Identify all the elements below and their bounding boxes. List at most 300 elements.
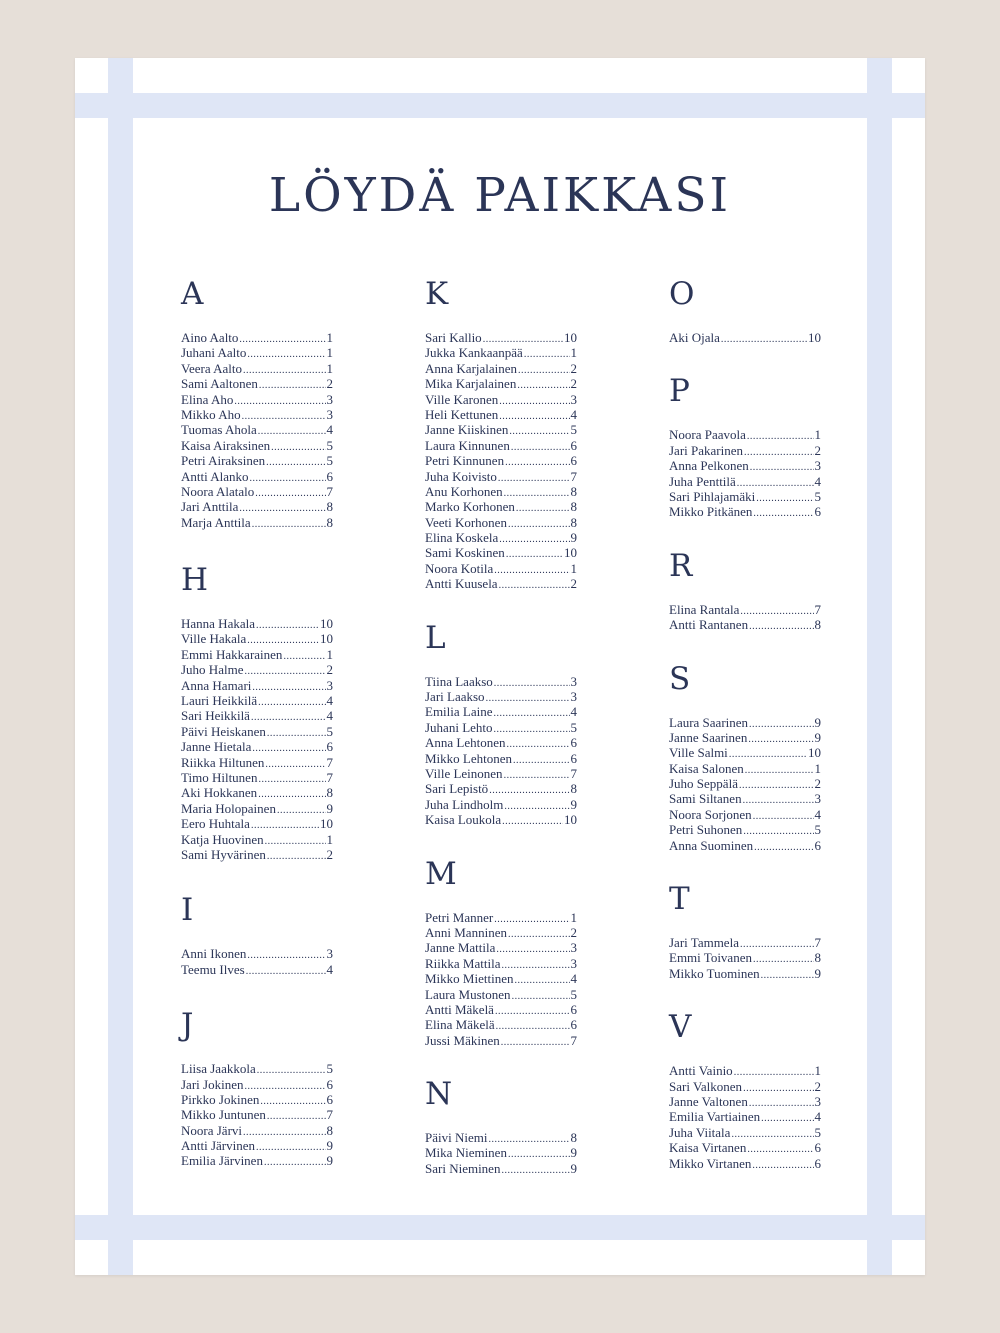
guest-row: [425, 361, 577, 376]
dot-leader: [494, 706, 570, 721]
guest-name: Petri Kinnunen: [425, 453, 505, 469]
table-number: 7: [326, 483, 333, 499]
guest-row: [669, 602, 821, 617]
dot-leader: [260, 1094, 325, 1109]
guest-row: [181, 962, 333, 977]
dot-leader: [524, 347, 570, 362]
letter-heading: L: [425, 619, 446, 656]
guest-list: [181, 946, 333, 977]
guest-row: [181, 946, 333, 961]
guest-row: [425, 674, 577, 689]
guest-name: Sami Hyvärinen: [181, 846, 266, 862]
guest-row: [425, 330, 577, 345]
dot-leader: [252, 517, 326, 532]
guest-name: Veeti Korhonen: [425, 514, 507, 530]
table-number: 5: [814, 488, 821, 504]
table-number: 3: [570, 940, 577, 956]
guest-name: Sami Aaltonen: [181, 376, 258, 392]
table-number: 7: [570, 468, 577, 484]
table-number: 9: [570, 796, 577, 812]
table-number: 7: [570, 1032, 577, 1048]
dot-leader: [499, 578, 570, 593]
table-number: 7: [570, 765, 577, 781]
table-number: 2: [326, 846, 333, 862]
letter-group-i: [181, 892, 333, 977]
guest-name: Sari Nieminen: [425, 1160, 501, 1176]
letter-group-h: [181, 562, 333, 862]
dot-leader: [512, 989, 570, 1004]
dot-leader: [744, 445, 813, 460]
table-number: 7: [814, 935, 821, 951]
guest-row: [425, 1002, 577, 1017]
guest-name: Mikko Miettinen: [425, 971, 514, 987]
table-number: 8: [570, 1130, 577, 1146]
table-number: 5: [814, 822, 821, 838]
table-number: 8: [814, 950, 821, 966]
guest-row: [425, 956, 577, 971]
dot-leader: [234, 394, 325, 409]
guest-row: [425, 812, 577, 827]
guest-list: [669, 715, 821, 854]
dot-leader: [747, 429, 814, 444]
dot-leader: [507, 737, 570, 752]
guest-list: [425, 910, 577, 1049]
guest-row: [181, 1107, 333, 1122]
table-number: 2: [570, 376, 577, 392]
guest-row: [181, 1138, 333, 1153]
guest-row: [425, 345, 577, 360]
guest-name: Antti Järvinen: [181, 1138, 256, 1154]
guest-row: [669, 617, 821, 632]
guest-row: [425, 720, 577, 735]
guest-row: [181, 438, 333, 453]
guest-row: [425, 576, 577, 591]
guest-name: Eero Huhtala: [181, 816, 250, 832]
table-number: 4: [814, 1109, 821, 1125]
table-number: 5: [570, 986, 577, 1002]
guest-row: [181, 330, 333, 345]
guest-row: [669, 730, 821, 745]
guest-row: [669, 1140, 821, 1155]
guest-row: [669, 474, 821, 489]
guest-name: Tuomas Ahola: [181, 422, 257, 438]
guest-row: [669, 1094, 821, 1109]
guest-name: Antti Mäkelä: [425, 1001, 494, 1017]
table-number: 5: [326, 437, 333, 453]
guest-row: [669, 776, 821, 791]
guest-name: Noora Paavola: [669, 427, 746, 443]
table-number: 5: [326, 453, 333, 469]
table-number: 8: [326, 1122, 333, 1138]
dot-leader: [250, 471, 326, 486]
dot-leader: [258, 772, 325, 787]
dot-leader: [517, 378, 569, 393]
dot-leader: [496, 942, 569, 957]
dot-leader: [743, 824, 813, 839]
guest-name: Juha Viitala: [669, 1124, 731, 1140]
dot-leader: [508, 927, 570, 942]
guest-row: [425, 987, 577, 1002]
guest-column-1: [181, 276, 333, 1169]
guest-name: Pirkko Jokinen: [181, 1091, 260, 1107]
dot-leader: [747, 1142, 813, 1157]
guest-list: [669, 602, 821, 633]
guest-name: Anna Hamari: [181, 677, 252, 693]
guest-name: Ville Leinonen: [425, 765, 503, 781]
dot-leader: [745, 763, 814, 778]
dot-leader: [499, 409, 569, 424]
table-number: 1: [326, 646, 333, 662]
table-number: 2: [326, 662, 333, 678]
guest-name: Riikka Hiltunen: [181, 754, 265, 770]
dot-leader: [496, 1019, 570, 1034]
table-number: 10: [808, 745, 821, 761]
guest-row: [181, 647, 333, 662]
guest-name: Heli Kettunen: [425, 406, 499, 422]
guest-name: Laura Kinnunen: [425, 437, 510, 453]
letter-heading: N: [425, 1076, 453, 1113]
guest-name: Emmi Hakkarainen: [181, 646, 283, 662]
dot-leader: [514, 973, 569, 988]
table-number: 3: [814, 791, 821, 807]
guest-row: [181, 785, 333, 800]
table-number: 4: [326, 961, 333, 977]
table-number: 9: [326, 1153, 333, 1169]
guest-row: [669, 745, 821, 760]
guest-row: [181, 816, 333, 831]
table-number: 2: [814, 1078, 821, 1094]
guest-row: [181, 770, 333, 785]
table-number: 9: [326, 1138, 333, 1154]
guest-row: [181, 422, 333, 437]
right-vertical-stripe: [867, 58, 892, 1275]
guest-row: [425, 910, 577, 925]
table-number: 6: [326, 1076, 333, 1092]
guest-row: [181, 407, 333, 422]
guest-name: Mikko Virtanen: [669, 1155, 752, 1171]
guest-row: [669, 443, 821, 458]
letter-group-m: [425, 856, 577, 1049]
guest-name: Jari Pakarinen: [669, 442, 744, 458]
table-number: 7: [326, 769, 333, 785]
dot-leader: [256, 1140, 325, 1155]
guest-name: Hanna Hakala: [181, 616, 255, 632]
guest-row: [181, 392, 333, 407]
dot-leader: [504, 799, 569, 814]
guest-list: [669, 1063, 821, 1171]
dot-leader: [740, 604, 813, 619]
guest-name: Aki Hokkanen: [181, 785, 258, 801]
guest-name: Veera Aalto: [181, 360, 243, 376]
guest-name: Juho Seppälä: [669, 776, 738, 792]
guest-list: [669, 935, 821, 981]
guest-name: Petri Manner: [425, 909, 494, 925]
letter-group-a: [181, 276, 333, 530]
table-number: 1: [326, 330, 333, 345]
guest-name: Sari Heikkilä: [181, 708, 250, 724]
table-number: 3: [814, 458, 821, 474]
guest-row: [425, 1033, 577, 1048]
guest-name: Antti Vainio: [669, 1063, 733, 1079]
guest-row: [181, 484, 333, 499]
guest-name: Jussi Mäkinen: [425, 1032, 500, 1048]
guest-name: Antti Alanko: [181, 468, 249, 484]
table-number: 1: [814, 760, 821, 776]
table-number: 2: [570, 360, 577, 376]
guest-row: [669, 807, 821, 822]
guest-row: [181, 1153, 333, 1168]
guest-name: Anna Karjalainen: [425, 360, 518, 376]
guest-name: Juha Lindholm: [425, 796, 504, 812]
table-number: 2: [814, 776, 821, 792]
guest-name: Liisa Jaakkola: [181, 1061, 256, 1077]
table-number: 3: [814, 1093, 821, 1109]
table-number: 6: [570, 437, 577, 453]
guest-name: Katja Huovinen: [181, 831, 264, 847]
guest-row: [181, 1123, 333, 1138]
letter-group-n: [425, 1076, 577, 1176]
guest-name: Noora Järvi: [181, 1122, 243, 1138]
guest-list: [181, 616, 333, 862]
table-number: 5: [326, 723, 333, 739]
dot-leader: [494, 676, 570, 691]
guest-row: [669, 822, 821, 837]
dot-leader: [499, 532, 569, 547]
dot-leader: [749, 619, 813, 634]
guest-name: Emilia Järvinen: [181, 1153, 263, 1169]
dot-leader: [516, 501, 570, 516]
table-number: 8: [326, 514, 333, 530]
guest-name: Noora Kotila: [425, 560, 494, 576]
guest-row: [669, 791, 821, 806]
guest-row: [669, 761, 821, 776]
guest-row: [425, 971, 577, 986]
dot-leader: [283, 649, 325, 664]
letter-heading: R: [669, 547, 693, 584]
guest-row: [181, 832, 333, 847]
dot-leader: [734, 1065, 814, 1080]
dot-leader: [743, 1081, 813, 1096]
guest-name: Kaisa Loukola: [425, 812, 502, 828]
guest-name: Jari Jokinen: [181, 1076, 244, 1092]
table-number: 9: [814, 965, 821, 981]
guest-row: [669, 427, 821, 442]
guest-row: [425, 376, 577, 391]
guest-name: Petri Airaksinen: [181, 453, 266, 469]
table-number: 1: [326, 360, 333, 376]
guest-name: Sari Pihlajamäki: [669, 488, 756, 504]
letter-group-v: [669, 1009, 821, 1171]
guest-name: Mika Nieminen: [425, 1145, 507, 1161]
guest-row: [669, 1109, 821, 1124]
dot-leader: [486, 691, 570, 706]
table-number: 3: [570, 391, 577, 407]
dot-leader: [513, 753, 569, 768]
guest-name: Anna Suominen: [669, 837, 754, 853]
guest-row: [425, 561, 577, 576]
table-number: 2: [814, 442, 821, 458]
dot-leader: [501, 1163, 569, 1178]
letter-group-l: [425, 620, 577, 828]
guest-row: [669, 1125, 821, 1140]
guest-name: Antti Kuusela: [425, 576, 498, 592]
guest-row: [669, 1063, 821, 1078]
dot-leader: [501, 1035, 570, 1050]
table-number: 7: [814, 601, 821, 617]
guest-row: [669, 838, 821, 853]
dot-leader: [259, 378, 326, 393]
dot-leader: [243, 1125, 325, 1140]
guest-row: [425, 766, 577, 781]
guest-name: Maria Holopainen: [181, 800, 276, 816]
dot-leader: [498, 471, 570, 486]
guest-name: Mikko Tuominen: [669, 965, 760, 981]
letter-group-j: [181, 1007, 333, 1169]
guest-row: [425, 940, 577, 955]
guest-row: [669, 715, 821, 730]
guest-row: [181, 755, 333, 770]
guest-name: Laura Mustonen: [425, 986, 511, 1002]
dot-leader: [499, 394, 569, 409]
guest-name: Marja Anttila: [181, 514, 251, 530]
guest-row: [425, 1017, 577, 1032]
letter-heading: A: [181, 276, 204, 312]
guest-row: [181, 453, 333, 468]
table-number: 6: [814, 504, 821, 520]
guest-row: [181, 631, 333, 646]
table-number: 1: [326, 831, 333, 847]
guest-row: [425, 499, 577, 514]
guest-name: Anna Lehtonen: [425, 735, 506, 751]
guest-name: Juho Halme: [181, 662, 244, 678]
table-number: 3: [326, 946, 333, 962]
dot-leader: [518, 363, 569, 378]
guest-name: Emilia Vartiainen: [669, 1109, 761, 1125]
table-number: 6: [326, 468, 333, 484]
guest-row: [425, 781, 577, 796]
dot-leader: [506, 547, 563, 562]
guest-name: Laura Saarinen: [669, 714, 749, 730]
guest-name: Riikka Mattila: [425, 955, 501, 971]
guest-row: [181, 469, 333, 484]
table-number: 8: [570, 514, 577, 530]
table-number: 4: [814, 473, 821, 489]
guest-name: Ville Hakala: [181, 631, 247, 647]
table-number: 7: [326, 754, 333, 770]
dot-leader: [266, 455, 325, 470]
guest-row: [425, 1161, 577, 1176]
guest-row: [425, 704, 577, 719]
dot-leader: [239, 501, 325, 516]
table-number: 8: [570, 499, 577, 515]
guest-name: Mikko Lehtonen: [425, 750, 513, 766]
table-number: 4: [326, 693, 333, 709]
letter-group-k: [425, 276, 577, 592]
dot-leader: [239, 332, 325, 347]
guest-row: [181, 345, 333, 360]
guest-name: Kaisa Salonen: [669, 760, 744, 776]
guest-row: [181, 1077, 333, 1092]
table-number: 3: [570, 689, 577, 705]
table-number: 5: [814, 1124, 821, 1140]
guest-row: [425, 1145, 577, 1160]
guest-row: [181, 1061, 333, 1076]
dot-leader: [761, 1111, 813, 1126]
guest-name: Jukka Kankaanpää: [425, 345, 523, 361]
dot-leader: [509, 424, 569, 439]
guest-row: [181, 616, 333, 631]
guest-column-3: [669, 276, 821, 1171]
guest-name: Mikko Aho: [181, 406, 241, 422]
guest-row: [669, 489, 821, 504]
dot-leader: [739, 778, 814, 793]
guest-row: [181, 499, 333, 514]
dot-leader: [244, 664, 325, 679]
table-number: 6: [570, 453, 577, 469]
guest-list: [425, 1130, 577, 1176]
guest-row: [425, 422, 577, 437]
table-number: 1: [326, 345, 333, 361]
guest-row: [425, 453, 577, 468]
table-number: 3: [326, 406, 333, 422]
table-number: 3: [570, 955, 577, 971]
guest-row: [181, 678, 333, 693]
guest-row: [669, 950, 821, 965]
guest-row: [425, 484, 577, 499]
guest-list: [181, 330, 333, 530]
dot-leader: [508, 1147, 570, 1162]
guest-row: [669, 1156, 821, 1171]
table-number: 6: [814, 1155, 821, 1171]
guest-name: Emilia Laine: [425, 704, 493, 720]
top-horizontal-stripe: [75, 93, 925, 118]
guest-list: [669, 330, 821, 345]
dot-leader: [267, 1109, 326, 1124]
dot-leader: [255, 486, 325, 501]
dot-leader: [504, 768, 570, 783]
guest-name: Ville Karonen: [425, 391, 499, 407]
guest-name: Aki Ojala: [669, 330, 720, 345]
guest-row: [425, 735, 577, 750]
table-number: 1: [570, 345, 577, 361]
guest-row: [669, 966, 821, 981]
guest-name: Kaisa Virtanen: [669, 1140, 747, 1156]
table-number: 3: [326, 391, 333, 407]
dot-leader: [508, 517, 570, 532]
guest-row: [425, 438, 577, 453]
table-number: 1: [814, 427, 821, 443]
guest-row: [425, 545, 577, 560]
guest-name: Elina Koskela: [425, 530, 499, 546]
guest-name: Juha Penttilä: [669, 473, 736, 489]
dot-leader: [252, 680, 325, 695]
letter-heading: K: [425, 276, 449, 312]
dot-leader: [271, 440, 325, 455]
table-number: 4: [326, 422, 333, 438]
guest-list: [181, 1061, 333, 1169]
guest-name: Elina Mäkelä: [425, 1017, 495, 1033]
dot-leader: [752, 1158, 813, 1173]
dot-leader: [267, 726, 326, 741]
letter-heading: O: [669, 276, 695, 312]
table-number: 1: [570, 560, 577, 576]
guest-row: [425, 751, 577, 766]
guest-name: Janne Kiiskinen: [425, 422, 509, 438]
table-number: 10: [320, 631, 333, 647]
guest-row: [425, 392, 577, 407]
guest-row: [181, 739, 333, 754]
guest-row: [669, 504, 821, 519]
